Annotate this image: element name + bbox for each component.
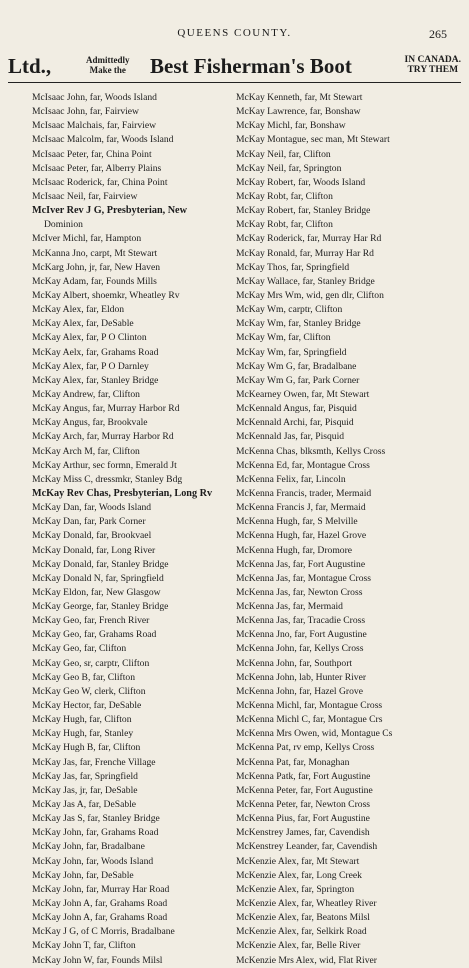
directory-entry: McKenna Hugh, far, Dromore (236, 544, 353, 556)
directory-entry: McKay Geo, far, French River (32, 615, 150, 627)
directory-entry: McKay George, far, Stanley Bridge (32, 601, 169, 613)
directory-entry: McKay John, far, Grahams Road (32, 827, 159, 839)
directory-entry: McKenna Felix, far, Lincoln (236, 473, 346, 485)
directory-entry: McKay Alex, far, Eldon (32, 304, 125, 316)
directory-entry: McKay Geo, far, Clifton (32, 643, 127, 655)
page-title: QUEENS COUNTY. (177, 27, 292, 39)
directory-entry: McKay Ronald, far, Murray Har Rd (236, 247, 374, 259)
banner-canada-line-1: IN CANADA. (404, 55, 461, 65)
directory-entry: McKay John, far, Murray Har Road (32, 883, 170, 895)
directory-entry: Dominion (44, 219, 83, 231)
directory-entry: McKenna Peter, far, Fort Augustine (236, 784, 373, 796)
directory-entry: McKay Hugh, far, Stanley (32, 728, 134, 740)
directory-entry: McIsaac Malcolm, far, Woods Island (32, 134, 174, 146)
directory-entry: McKay Donald, far, Long River (32, 544, 156, 556)
directory-entry: McKenna John, far, Southport (236, 657, 353, 669)
directory-entry: McKenzie Alex, far, Beatons Milsl (236, 912, 370, 924)
directory-entry: McIver Rev J G, Presbyterian, New (32, 205, 187, 217)
directory-entry: McKay Wm, far, Stanley Bridge (236, 318, 361, 330)
directory-entry: McIsaac John, far, Fairview (32, 106, 139, 118)
banner-canada-line-2: TRY THEM (407, 65, 459, 75)
directory-entry: McKay Wm, carptr, Clifton (236, 304, 343, 316)
directory-entry: McKay Jas A, far, DeSable (32, 799, 137, 811)
directory-entry: McKenzie Mrs Alex, wid, Flat River (236, 954, 377, 966)
directory-entry: McKay Geo W, clerk, Clifton (32, 685, 146, 697)
directory-entry: McKay John A, far, Grahams Road (32, 898, 168, 910)
directory-entry: McKenzie Alex, far, Mt Stewart (236, 855, 360, 867)
directory-entry: McKay Adam, far, Founds Mills (32, 275, 157, 287)
directory-entry: McKennald Archi, far, Pisquid (236, 417, 354, 429)
directory-entry: McKay Neil, far, Clifton (236, 148, 331, 160)
directory-entry: McKay Alex, far, DeSable (32, 318, 134, 330)
directory-entry: McIsaac Peter, far, China Point (32, 148, 152, 160)
directory-entry: McIsaac Roderick, far, China Point (32, 176, 168, 188)
directory-entry: McKenna John, lab, Hunter River (236, 671, 367, 683)
directory-entry: McKenna Peter, far, Newton Cross (236, 799, 371, 811)
directory-entry: McKay John, far, Woods Island (32, 855, 154, 867)
banner-admittedly (86, 55, 130, 75)
directory-entry: McKenna John, far, Hazel Grove (236, 685, 363, 697)
directory-entry: McKay Rev Chas, Presbyterian, Long Rv (32, 487, 213, 499)
directory-entry: McKay Roderick, far, Murray Har Rd (236, 233, 382, 245)
directory-entry: McKay John, far, DeSable (32, 869, 134, 881)
directory-entry: McIsaac Malchais, far, Fairview (32, 120, 157, 132)
directory-entry: McKay Alex, far, P O Darnley (32, 360, 149, 372)
directory-entry: McKenna Chas, blksmth, Kellys Cross (236, 445, 386, 457)
directory-entry: McKay Wm, far, Clifton (236, 332, 331, 344)
directory-entry: McKay Jas, far, Frenche Village (32, 756, 156, 768)
directory-entry: McKay Eldon, far, New Glasgow (32, 586, 161, 598)
directory-entry: McKenna Pat, rv emp, Kellys Cross (236, 742, 375, 754)
directory-entry: McKenna Francis J, far, Mermaid (236, 502, 366, 514)
directory-entry: McKay Robert, far, Woods Island (236, 176, 366, 188)
left-column (32, 91, 230, 968)
directory-entry: McKay Andrew, far, Clifton (32, 388, 140, 400)
directory-entry: McKay Alex, far, P O Clinton (32, 332, 147, 344)
directory-entry: McKenna Jas, far, Montague Cross (236, 572, 371, 584)
directory-entry: McKay Jas S, far, Stanley Bridge (32, 813, 160, 825)
directory-entry: McKenna Hugh, far, S Melville (236, 516, 358, 528)
directory-entry: McKenna Michl C, far, Montague Crs (236, 714, 383, 726)
directory-entry: McIsaac Peter, far, Alberry Plains (32, 162, 162, 174)
directory-entry: McKennald Jas, far, Pisquid (236, 431, 345, 443)
directory-entry: McKay Albert, shoemkr, Wheatley Rv (32, 289, 180, 301)
directory-entry: McKay Jas, far, Springfield (32, 770, 138, 782)
banner-admitted-line-2: Make the (89, 65, 126, 75)
directory-entry: McKay Michl, far, Bonshaw (236, 120, 346, 132)
directory-entry: McKenna Pat, far, Monaghan (236, 756, 350, 768)
directory-entry: McKenna Jno, far, Fort Augustine (236, 629, 367, 641)
directory-entry: McKay Arch M, far, Clifton (32, 445, 140, 457)
directory-entry: McKay Geo, sr, carptr, Clifton (32, 657, 150, 669)
directory-entry: McKay Jas, jr, far, DeSable (32, 784, 138, 796)
directory-entry: McKay Arch, far, Murray Harbor Rd (32, 431, 174, 443)
directory-entry: McKenna Ed, far, Montague Cross (236, 459, 370, 471)
directory-entry: McKay Hugh, far, Clifton (32, 714, 132, 726)
page-header (22, 27, 447, 41)
directory-entry: McKay Arthur, sec formn, Emerald Jt (32, 459, 177, 471)
directory-entry: McKay Thos, far, Springfield (236, 261, 350, 273)
directory-entry: McKay Robt, far, Clifton (236, 219, 333, 231)
directory-entry: McKay Kenneth, far, Mt Stewart (236, 92, 363, 103)
directory-entry: McKay Dan, far, Woods Island (32, 502, 152, 514)
directory-entry: McKay John T, far, Clifton (32, 940, 136, 952)
directory-entry: McKay Angus, far, Brookvale (32, 417, 148, 429)
directory-entry: McKenna Jas, far, Mermaid (236, 601, 343, 613)
directory-entry: McKay Hector, far, DeSable (32, 700, 142, 712)
directory-entry: McKenzie Alex, far, Springton (236, 883, 355, 895)
directory-entry: McKenna Jas, far, Fort Augustine (236, 558, 366, 570)
directory-entry: McKay Lawrence, far, Bonshaw (236, 106, 361, 118)
directory-entry: McKay Neil, far, Springton (236, 162, 342, 174)
directory-entry: McKay Mrs Wm, wid, gen dlr, Clifton (236, 289, 384, 301)
directory-entry: McKenzie Alex, far, Selkirk Road (236, 926, 367, 938)
directory-entry: McKay Wm G, far, Bradalbane (236, 360, 357, 372)
directory-entry: McKay Angus, far, Murray Harbor Rd (32, 403, 180, 415)
banner-ltd: Ltd., (8, 54, 52, 78)
directory-entry: McKarg John, jr, far, New Haven (32, 261, 160, 273)
directory-entry: McKay Wm G, far, Park Corner (236, 374, 360, 386)
directory-entry: McKay Wm, far, Springfield (236, 346, 347, 358)
banner-slogan: Best Fisherman's Boot (150, 54, 352, 78)
directory-entry: McKay Alex, far, Stanley Bridge (32, 374, 159, 386)
directory-entry: McKenna Francis, trader, Mermaid (236, 487, 372, 499)
directory-entry: McKay Dan, far, Park Corner (32, 516, 146, 528)
directory-entry: McKay John W, far, Founds Milsl (32, 954, 163, 966)
page-number: 265 (429, 27, 447, 41)
directory-entry: McIver Michl, far, Hampton (32, 233, 142, 245)
banner-admitted-line-1: Admittedly (86, 55, 130, 65)
directory-entry: McIsaac John, far, Woods Island (32, 92, 157, 103)
directory-entry: McKenna Mrs Owen, wid, Montague Cs (236, 728, 393, 740)
directory-entry: McKenna Jas, far, Newton Cross (236, 586, 363, 598)
directory-entry: McKenna Jas, far, Tracadie Cross (236, 615, 366, 627)
directory-entry: McKenna John, far, Kellys Cross (236, 643, 364, 655)
directory-entry: McKay Geo, far, Grahams Road (32, 629, 157, 641)
directory-entry: McKenna Michl, far, Montague Cross (236, 700, 383, 712)
directory-entry: McKenna Patk, far, Fort Augustine (236, 770, 371, 782)
directory-entry: McKenzie Alex, far, Belle River (236, 940, 361, 952)
directory-entry: McKearney Owen, far, Mt Stewart (236, 388, 370, 400)
directory-entry: McKay John, far, Bradalbane (32, 841, 145, 853)
directory-entry: McKenstrey James, far, Cavendish (236, 827, 370, 839)
directory-entry: McKay Robt, far, Clifton (236, 190, 333, 202)
banner-canada (405, 55, 461, 75)
directory-entry: McKay John A, far, Grahams Road (32, 912, 168, 924)
directory-entry: McKay Donald, far, Stanley Bridge (32, 558, 169, 570)
right-column (236, 91, 451, 968)
directory-entry: McKay Donald, far, Brookvael (32, 530, 152, 542)
advertisement-banner (8, 52, 461, 83)
directory-entry: McKanna Jno, carpt, Mt Stewart (32, 247, 158, 259)
directory-entry: McKay Geo B, far, Clifton (32, 671, 135, 683)
directory-entry: McKay Donald N, far, Springfield (32, 572, 164, 584)
directory-entry: McKay Hugh B, far, Clifton (32, 742, 141, 754)
directory-entry: McKay J G, of C Morris, Bradalbane (32, 926, 175, 938)
directory-entry: McKennald Angus, far, Pisquid (236, 403, 357, 415)
directory-entry: McKay Aelx, far, Grahams Road (32, 346, 159, 358)
directory-entry: McKay Miss C, dressmkr, Stanley Bdg (32, 473, 183, 485)
directory-entry: McKay Montague, sec man, Mt Stewart (236, 134, 390, 146)
directory-entry: McKenstrey Leander, far, Cavendish (236, 841, 378, 853)
directory-entry: McKay Robert, far, Stanley Bridge (236, 205, 371, 217)
directory-entry: McKay Wallace, far, Stanley Bridge (236, 275, 375, 287)
directory-entry: McIsaac Neil, far, Fairview (32, 190, 138, 202)
directory-entry: McKenzie Alex, far, Wheatley River (236, 898, 377, 910)
directory-entry: McKenna Hugh, far, Hazel Grove (236, 530, 367, 542)
directory-entry: McKenna Pius, far, Fort Augustine (236, 813, 370, 825)
directory-entry: McKenzie Alex, far, Long Creek (236, 869, 362, 881)
